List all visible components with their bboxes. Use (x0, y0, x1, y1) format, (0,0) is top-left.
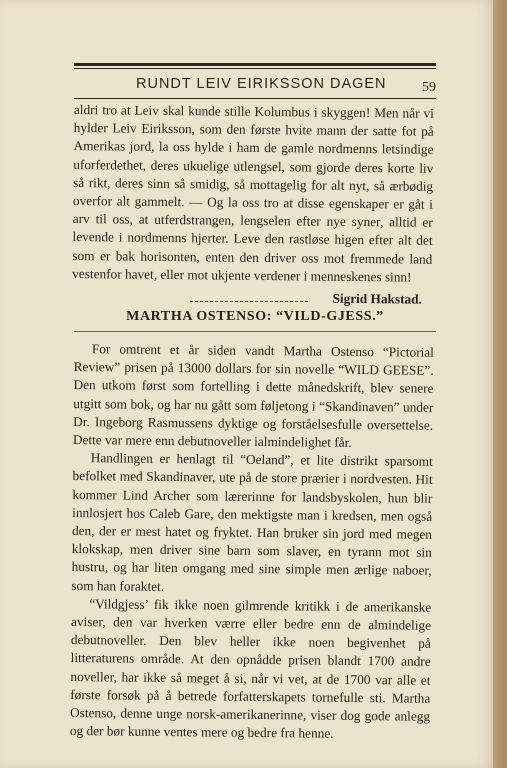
header-rule-bottom (74, 98, 436, 99)
heading-rule (74, 331, 436, 332)
paragraph: For omtrent et år siden vandt Martha Ostenso “Pictorial Review” prisen på 13000 dollars for sin novelle “WILD GEESE”. Den utkom først som fortelling i dette månedskrift, blev senere utgitt som bok, og har nu gått som føljetong i “Skandinaven” under Dr. Ingeborg Rasmussens dyktige og forståelsesfulle oversettelse. Dette var mere enn debutnoveller ialmindelighet får. (72, 341, 434, 450)
section-separator (190, 301, 308, 302)
running-head-title: RUNDT LEIV EIRIKSSON DAGEN (136, 76, 387, 92)
page-number: 59 (422, 80, 436, 95)
paragraph: “Vildgjess’ fik ikke noen gilmrende kritikk i de amerikanske aviser, den var hverken værre eller bedre enn de almindelige debutnoveller. Den blev heller ikke noen begivenhet på litteraturens område. At den opnådde prisen blandt 1700 andre noveller, har ikke så meget å si, når vi vet, at de 1700 var alle et første forsøk på å betrede forfatterskapets tornefulle sti. Martha Ostenso, denne unge norsk-amerikanerinne, viser dog gode anlegg og der bør kunne ventes mere og bedre fra henne. (69, 596, 432, 742)
section-leiv-eiriksson (72, 101, 434, 309)
paragraph: Handlingen er henlagt til “Oeland”, et lite distrikt sparsomt befolket med Skandinaver, ute på de store prærier i nordvesten. Hit kommer Lind Archer som lærerinne for landsbyskolen, hun blir innlosjert hos Caleb Gare, den mektigste man i kredsen, men også den, der er mest hatet og fryktet. Han bruker sin jord med megen klokskap, men driver sine barn som slaver, en tyrann mot sin hustru, og har liten omgang med sine simple men ærlige naboer, som han foraktet. (71, 450, 433, 594)
header-rule-thick (74, 63, 436, 66)
article-heading: MARTHA OSTENSO: “VILD-GJESS.” (126, 309, 384, 324)
book-spine (493, 0, 507, 768)
closing-paragraph: aldri tro at Leiv skal kunde stille Kolumbus i skyggen! Men når vi hylder Leiv Eiriksson, som den første hvite mann der satte fot på Amerikas jord, la oss hylde i ham de gamle nordmenns letsindige uforferdethet, deres ukuelige utlengsel, som gjorde deres korte liv så rikt, deres sinn så smidig, så mottagelig for alt nyt, så ærbødig overfor alt gammelt. — Og la oss tro at disse egenskaper er gåt i arv til oss, at utferdstrangen, lengselen efter nye syner, alltid er levende i nordmenns hjerter. Leve den rastløse higen efter alt det som er bak horisonten, enten den driver oss mot fremmede land vestenfor havet, eller mot ukjente verdener i menneskenes sinn! (72, 101, 434, 285)
author-signature: Sigrid Hakstad. (332, 290, 423, 307)
header-rule-thin (74, 68, 436, 69)
section-vild-gjess (70, 340, 434, 744)
